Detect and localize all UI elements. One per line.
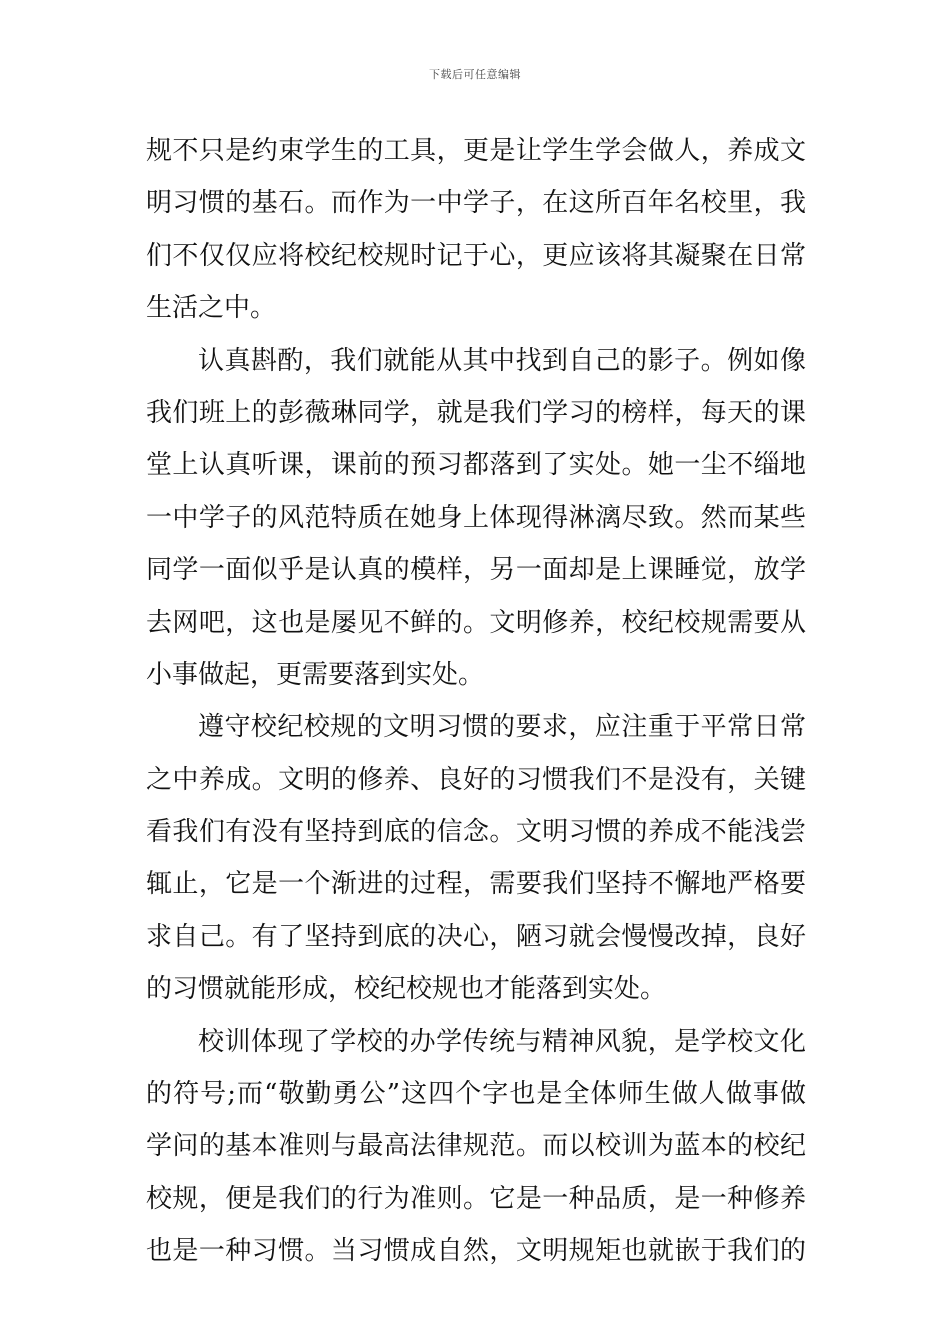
text-line: 也是一种习惯。当习惯成自然，文明规矩也就嵌于我们的 <box>146 1236 806 1267</box>
text-line: 辄止，它是一个渐进的过程，需要我们坚持不懈地严格要 <box>146 869 806 900</box>
text-line: 小事做起，更需要落到实处。 <box>146 659 485 690</box>
text-line-paragraph-start: 认真斟酌，我们就能从其中找到自己的影子。例如像 <box>198 345 806 376</box>
document-body <box>146 125 806 1278</box>
text-line: 学问的基本准则与最高法律规范。而以校训为蓝本的校纪 <box>146 1131 806 1162</box>
text-line-paragraph-start: 遵守校纪校规的文明习惯的要求，应注重于平常日常 <box>198 712 806 743</box>
text-line-paragraph-start: 校训体现了学校的办学传统与精神风貌，是学校文化 <box>198 1026 806 1057</box>
text-line: 的符号;而“敬勤勇公”这四个字也是全体师生做人做事做 <box>146 1079 806 1110</box>
text-line: 校规，便是我们的行为准则。它是一种品质，是一种修养 <box>146 1183 806 1214</box>
text-line: 生活之中。 <box>146 293 277 324</box>
text-line: 去网吧，这也是屡见不鲜的。文明修养，校纪校规需要从 <box>146 607 806 638</box>
text-line: 之中养成。文明的修养、良好的习惯我们不是没有，关键 <box>146 764 806 795</box>
text-line: 一中学子的风范特质在她身上体现得淋漓尽致。然而某些 <box>146 502 806 533</box>
text-line: 同学一面似乎是认真的模样，另一面却是上课睡觉，放学 <box>146 555 806 586</box>
text-line: 看我们有没有坚持到底的信念。文明习惯的养成不能浅尝 <box>146 817 806 848</box>
text-line: 堂上认真听课，课前的预习都落到了实处。她一尘不缁地 <box>146 450 806 481</box>
header-note: 下载后可任意编辑 <box>429 68 521 81</box>
text-line: 我们班上的彭薇琳同学，就是我们学习的榜样，每天的课 <box>146 397 806 428</box>
text-line: 明习惯的基石。而作为一中学子，在这所百年名校里，我 <box>146 188 806 219</box>
text-line: 规不只是约束学生的工具，更是让学生学会做人，养成文 <box>146 136 806 166</box>
text-line: 求自己。有了坚持到底的决心，陋习就会慢慢改掉，良好 <box>146 921 806 952</box>
text-line: 们不仅仅应将校纪校规时记于心，更应该将其凝聚在日常 <box>146 240 806 271</box>
text-line: 的习惯就能形成，校纪校规也才能落到实处。 <box>146 974 667 1005</box>
